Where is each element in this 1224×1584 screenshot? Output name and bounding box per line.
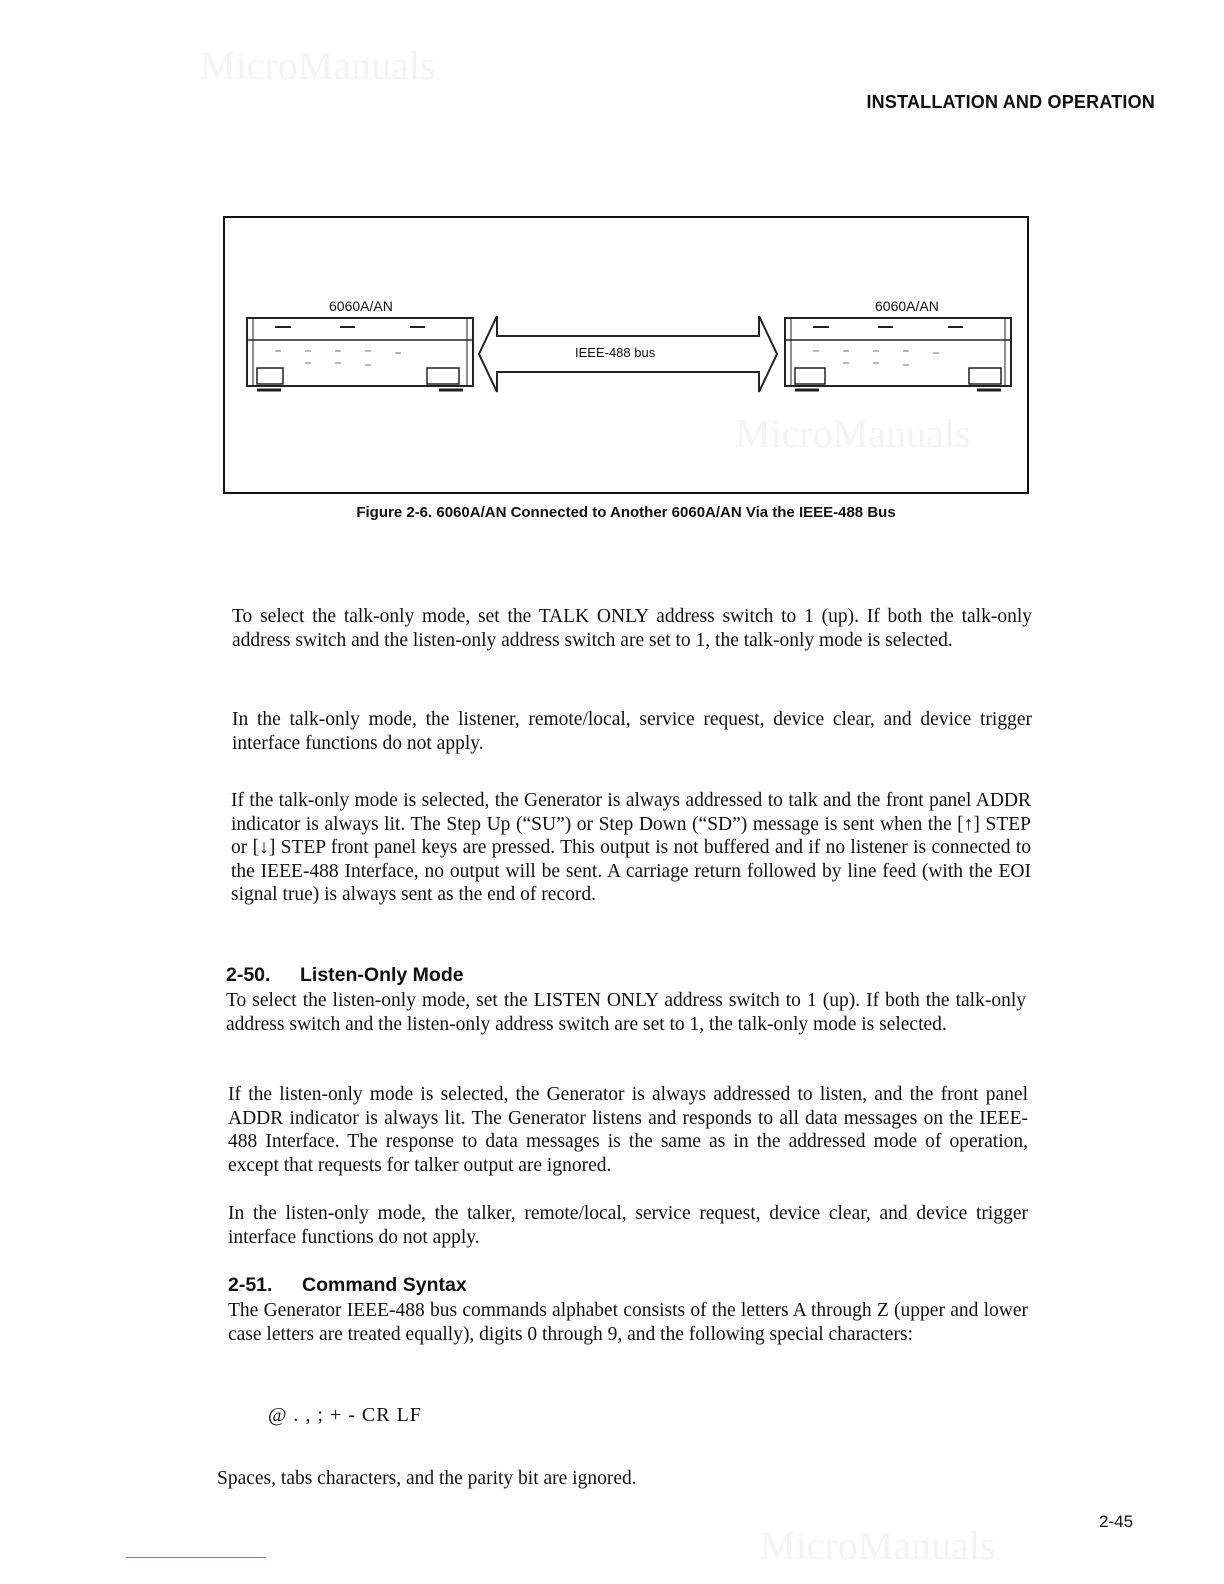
paragraph: To select the talk-only mode, set the TALK ONLY address switch to 1 (up). If both the talk-only address switch and the listen-only address switch are set to 1, the talk-only mode is selected.	[232, 606, 1032, 651]
bus-label: IEEE-488 bus	[575, 345, 656, 360]
section-title: Command Syntax	[302, 1274, 467, 1296]
left-instrument-label: 6060A/AN	[329, 298, 393, 314]
section-heading-command-syntax	[228, 1274, 467, 1297]
figure-box	[223, 216, 1029, 494]
page-number: 2-45	[1099, 1512, 1134, 1531]
section-number: 2-51.	[228, 1274, 273, 1296]
paragraph: If the talk-only mode is selected, the Generator is always addressed to talk and the front panel ADDR indicator is always lit. The Step Up (“SU”) or Step Down (“SD”) message is sent when the [↑] STEP or [↓] STEP front panel keys are pressed. This output is not buffered and if no listener is connected to the IEEE-488 Interface, no output will be sent. A carriage return followed by line feed (with the EOI signal true) is always sent as the end of record.	[231, 790, 1031, 905]
right-instrument-illustration	[783, 314, 1013, 394]
paragraph: To select the listen-only mode, set the LISTEN ONLY address switch to 1 (up). If both the talk-only address switch and the listen-only address switch are set to 1, the talk-only mode is selected.	[226, 990, 1026, 1035]
paragraph: If the listen-only mode is selected, the Generator is always addressed to listen, and the front panel ADDR indicator is always lit. The Generator listens and responds to all data messages on the IEEE-488 Interface. The response to data messages is the same as in the addressed mode of operation, except that requests for talker output are ignored.	[228, 1084, 1028, 1176]
paragraph: The Generator IEEE-488 bus commands alphabet consists of the letters A through Z (upper and lower case letters are treated equally), digits 0 through 9, and the following special characters:	[228, 1300, 1028, 1345]
watermark: MicroManuals	[735, 411, 971, 456]
figure-caption: Figure 2-6. 6060A/AN Connected to Another 6060A/AN Via the IEEE-488 Bus	[356, 504, 896, 521]
paragraph: Spaces, tabs characters, and the parity bit are ignored.	[217, 1468, 637, 1489]
right-instrument-label: 6060A/AN	[875, 298, 939, 314]
left-instrument-illustration	[245, 314, 475, 394]
watermark: MicroManuals	[200, 43, 436, 88]
section-title: Listen-Only Mode	[300, 964, 464, 986]
paragraph: In the listen-only mode, the talker, remote/local, service request, device clear, and device trigger interface functions do not apply.	[228, 1203, 1028, 1248]
watermark: MicroManuals	[760, 1523, 996, 1568]
section-number: 2-50.	[226, 964, 271, 986]
special-characters: @ . , ; + - CR LF	[268, 1404, 422, 1426]
footer-rule	[126, 1557, 266, 1558]
section-heading-listen-only	[226, 964, 464, 987]
paragraph: In the talk-only mode, the listener, remote/local, service request, device clear, and device trigger interface functions do not apply.	[232, 709, 1032, 754]
section-header: INSTALLATION AND OPERATION	[866, 92, 1155, 112]
